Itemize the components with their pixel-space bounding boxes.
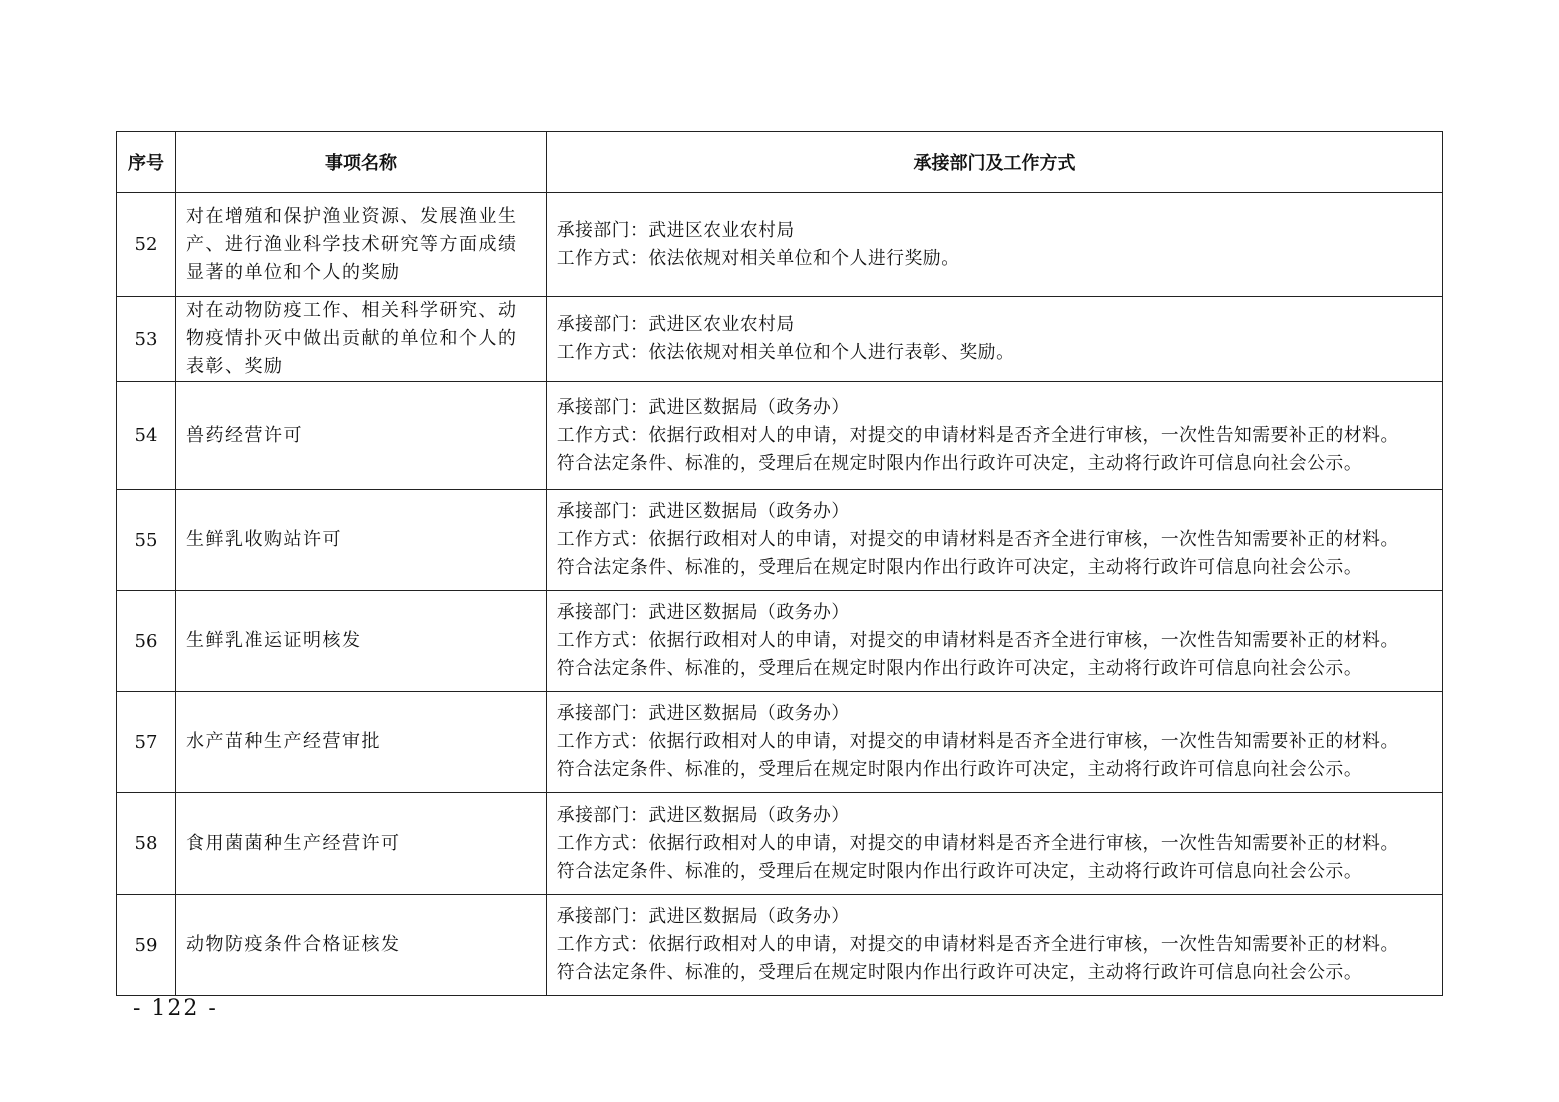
work-method-line: 符合法定条件、标准的，受理后在规定时限内作出行政许可决定，主动将行政许可信息向社会公示。 (556, 658, 1363, 679)
table-row (117, 297, 1443, 382)
work-method-line: 符合法定条件、标准的，受理后在规定时限内作出行政许可决定，主动将行政许可信息向社会公示。 (556, 452, 1363, 474)
header-no: 序号 (117, 132, 176, 193)
row-number: 53 (117, 297, 176, 382)
dept-cell (547, 895, 1443, 996)
dept-cell (547, 692, 1443, 793)
item-name: 对在动物防疫工作、相关科学研究、动物疫情扑灭中做出贡献的单位和个人的表彰、奖励 (186, 300, 518, 377)
work-method-line: 工作方式：依法依规对相关单位和个人进行表彰、奖励。 (556, 342, 1015, 363)
dept-name-line: 承接部门：武进区数据局（政务办） (556, 396, 850, 418)
item-name-cell (176, 895, 547, 996)
dept-name-line: 承接部门：武进区数据局（政务办） (556, 703, 850, 724)
table-row (117, 490, 1443, 591)
item-name: 水产苗种生产经营审批 (186, 731, 381, 752)
item-name: 生鲜乳收购站许可 (186, 529, 342, 550)
row-number: 56 (117, 591, 176, 692)
item-name: 动物防疫条件合格证核发 (186, 934, 401, 955)
table-header-row (117, 132, 1443, 193)
work-method-line: 符合法定条件、标准的，受理后在规定时限内作出行政许可决定，主动将行政许可信息向社会公示。 (556, 759, 1363, 780)
page-number: - 122 - (133, 996, 218, 1021)
work-method-line: 工作方式：依据行政相对人的申请，对提交的申请材料是否齐全进行审核，一次性告知需要补正的材料。 (556, 529, 1399, 550)
work-method-line: 工作方式：依法依规对相关单位和个人进行奖励。 (556, 247, 960, 269)
header-dept: 承接部门及工作方式 (547, 132, 1443, 193)
table-row (117, 591, 1443, 692)
row-number: 52 (117, 193, 176, 297)
item-name: 兽药经营许可 (186, 424, 303, 446)
work-method-line: 工作方式：依据行政相对人的申请，对提交的申请材料是否齐全进行审核，一次性告知需要补正的材料。 (556, 731, 1399, 752)
table-body (117, 193, 1443, 996)
table-row (117, 382, 1443, 490)
row-number: 57 (117, 692, 176, 793)
dept-name-line: 承接部门：武进区数据局（政务办） (556, 804, 850, 826)
work-method-line: 符合法定条件、标准的，受理后在规定时限内作出行政许可决定，主动将行政许可信息向社会公示。 (556, 860, 1363, 882)
item-name: 食用菌菌种生产经营许可 (186, 832, 401, 854)
work-method-line: 工作方式：依据行政相对人的申请，对提交的申请材料是否齐全进行审核，一次性告知需要补正的材料。 (556, 832, 1399, 854)
table-row (117, 895, 1443, 996)
header-name: 事项名称 (176, 132, 547, 193)
row-number: 54 (117, 382, 176, 490)
item-name: 对在增殖和保护渔业资源、发展渔业生产、进行渔业科学技术研究等方面成绩显著的单位和个人的奖励 (186, 205, 518, 283)
dept-cell (547, 297, 1443, 382)
work-method-line: 符合法定条件、标准的，受理后在规定时限内作出行政许可决定，主动将行政许可信息向社会公示。 (556, 962, 1363, 983)
item-name-cell (176, 692, 547, 793)
work-method-line: 工作方式：依据行政相对人的申请，对提交的申请材料是否齐全进行审核，一次性告知需要补正的材料。 (556, 630, 1399, 651)
dept-name-line: 承接部门：武进区数据局（政务办） (556, 602, 850, 623)
item-name-cell (176, 297, 547, 382)
table-row (117, 193, 1443, 297)
dept-cell (547, 591, 1443, 692)
dept-name-line: 承接部门：武进区数据局（政务办） (556, 501, 850, 522)
item-name-cell (176, 382, 547, 490)
work-method-line: 工作方式：依据行政相对人的申请，对提交的申请材料是否齐全进行审核，一次性告知需要补正的材料。 (556, 424, 1399, 446)
row-number: 55 (117, 490, 176, 591)
item-name-cell (176, 490, 547, 591)
table-row (117, 793, 1443, 895)
dept-cell (547, 793, 1443, 895)
item-name-cell (176, 591, 547, 692)
item-name: 生鲜乳准运证明核发 (186, 630, 362, 651)
work-method-line: 符合法定条件、标准的，受理后在规定时限内作出行政许可决定，主动将行政许可信息向社会公示。 (556, 557, 1363, 578)
dept-name-line: 承接部门：武进区农业农村局 (556, 314, 795, 335)
item-name-cell (176, 193, 547, 297)
dept-cell (547, 382, 1443, 490)
dept-cell (547, 490, 1443, 591)
row-number: 59 (117, 895, 176, 996)
row-number: 58 (117, 793, 176, 895)
table-row (117, 692, 1443, 793)
dept-cell (547, 193, 1443, 297)
item-name-cell (176, 793, 547, 895)
work-method-line: 工作方式：依据行政相对人的申请，对提交的申请材料是否齐全进行审核，一次性告知需要补正的材料。 (556, 934, 1399, 955)
items-table (116, 131, 1443, 996)
dept-name-line: 承接部门：武进区农业农村局 (556, 219, 795, 241)
dept-name-line: 承接部门：武进区数据局（政务办） (556, 906, 850, 927)
